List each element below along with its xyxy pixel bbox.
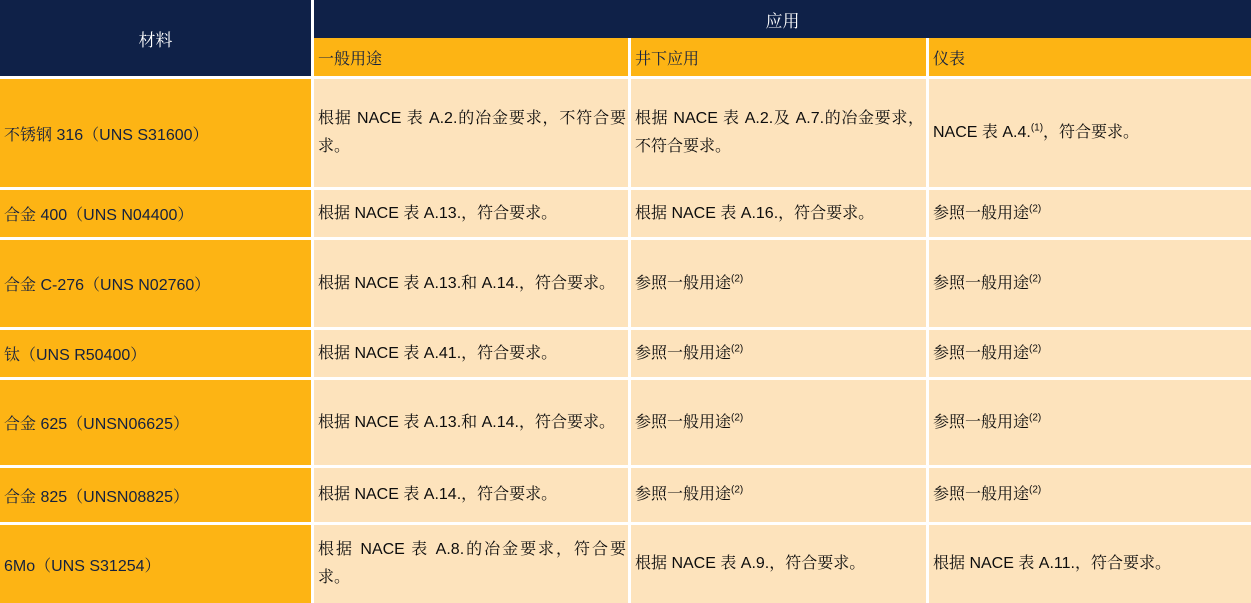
table-row — [0, 380, 1251, 465]
cell-downhole — [631, 190, 926, 237]
cell-general-use — [314, 525, 628, 603]
cell-general-use — [314, 468, 628, 522]
cell-instrument — [929, 525, 1251, 603]
cell-text: 参照一般用途$^{(2)}$ — [933, 203, 1042, 222]
material-column-header: 材料 — [0, 0, 311, 76]
cell-text: 参照一般用途$^{(2)}$ — [933, 273, 1042, 292]
cell-downhole — [631, 380, 926, 465]
cell-general-use — [314, 380, 628, 465]
column-header-general-use: 一般用途 — [314, 38, 628, 76]
application-group-header: 应用 — [314, 0, 1251, 38]
footnote-superscript: (2) — [1029, 412, 1042, 424]
cell-text: 根据 NACE 表 A.2.及 A.7.的冶金要求，不符合要求。 — [635, 110, 924, 155]
cell-instrument — [929, 240, 1251, 327]
footnote-superscript: (2) — [1029, 273, 1042, 285]
footnote-superscript: (2) — [731, 484, 744, 496]
table-row — [0, 330, 1251, 377]
cell-text: 参照一般用途$^{(2)}$ — [635, 484, 744, 503]
material-cell: 6Mo（UNS S31254） — [0, 525, 311, 603]
footnote-superscript: (2) — [1029, 484, 1042, 496]
cell-text: 根据 NACE 表 A.11.，符合要求。 — [933, 555, 1171, 572]
cell-text: 参照一般用途$^{(2)}$ — [933, 343, 1042, 362]
cell-instrument — [929, 380, 1251, 465]
footnote-superscript: (2) — [1029, 203, 1042, 215]
application-header-group — [314, 0, 1251, 76]
table-row — [0, 240, 1251, 327]
cell-general-use — [314, 79, 628, 187]
table-row — [0, 468, 1251, 522]
cell-downhole — [631, 79, 926, 187]
table-body — [0, 79, 1251, 603]
cell-text: 参照一般用途$^{(2)}$ — [933, 484, 1042, 503]
footnote-superscript: (2) — [1029, 343, 1042, 355]
cell-text: NACE 表 A.4.$^{(1)}$，符合要求。 — [933, 122, 1140, 141]
footnote-superscript: (1) — [1030, 122, 1044, 134]
cell-text: 根据 NACE 表 A.13.和 A.14.，符合要求。 — [318, 413, 615, 431]
cell-instrument — [929, 330, 1251, 377]
column-header-instrument: 仪表 — [929, 38, 1251, 76]
cell-text: 根据 NACE 表 A.2.的冶金要求，不符合要求。 — [318, 110, 626, 155]
cell-downhole — [631, 468, 926, 522]
footnote-superscript: (2) — [731, 412, 744, 424]
cell-downhole — [631, 240, 926, 327]
cell-text: 参照一般用途$^{(2)}$ — [635, 412, 744, 431]
table-header — [0, 0, 1251, 76]
cell-text: 根据 NACE 表 A.13.和 A.14.，符合要求。 — [318, 274, 615, 292]
cell-text: 参照一般用途$^{(2)}$ — [635, 343, 744, 362]
column-header-downhole: 井下应用 — [631, 38, 926, 76]
material-cell: 不锈钢 316（UNS S31600） — [0, 79, 311, 187]
cell-downhole — [631, 525, 926, 603]
cell-text: 根据 NACE 表 A.13.，符合要求。 — [318, 204, 558, 222]
sub-header-row — [314, 38, 1251, 76]
material-cell: 合金 C-276（UNS N02760） — [0, 240, 311, 327]
cell-instrument — [929, 79, 1251, 187]
cell-text: 根据 NACE 表 A.8.的冶金要求，符合要求。 — [318, 541, 626, 586]
footnote-superscript: (2) — [731, 273, 744, 285]
cell-text: 参照一般用途$^{(2)}$ — [933, 412, 1042, 431]
cell-text: 根据 NACE 表 A.9.，符合要求。 — [635, 555, 866, 572]
table-row — [0, 190, 1251, 237]
cell-general-use — [314, 190, 628, 237]
material-cell: 合金 400（UNS N04400） — [0, 190, 311, 237]
cell-downhole — [631, 330, 926, 377]
cell-instrument — [929, 468, 1251, 522]
material-cell: 钛（UNS R50400） — [0, 330, 311, 377]
cell-text: 根据 NACE 表 A.16.，符合要求。 — [635, 204, 875, 222]
cell-text: 参照一般用途$^{(2)}$ — [635, 273, 744, 292]
table-row — [0, 525, 1251, 603]
footnote-superscript: (2) — [731, 343, 744, 355]
cell-text: 根据 NACE 表 A.41.，符合要求。 — [318, 344, 558, 362]
cell-general-use — [314, 240, 628, 327]
material-cell: 合金 625（UNSN06625） — [0, 380, 311, 465]
cell-text: 根据 NACE 表 A.14.，符合要求。 — [318, 486, 558, 503]
cell-general-use — [314, 330, 628, 377]
material-cell: 合金 825（UNSN08825） — [0, 468, 311, 522]
cell-instrument — [929, 190, 1251, 237]
table-row — [0, 79, 1251, 187]
